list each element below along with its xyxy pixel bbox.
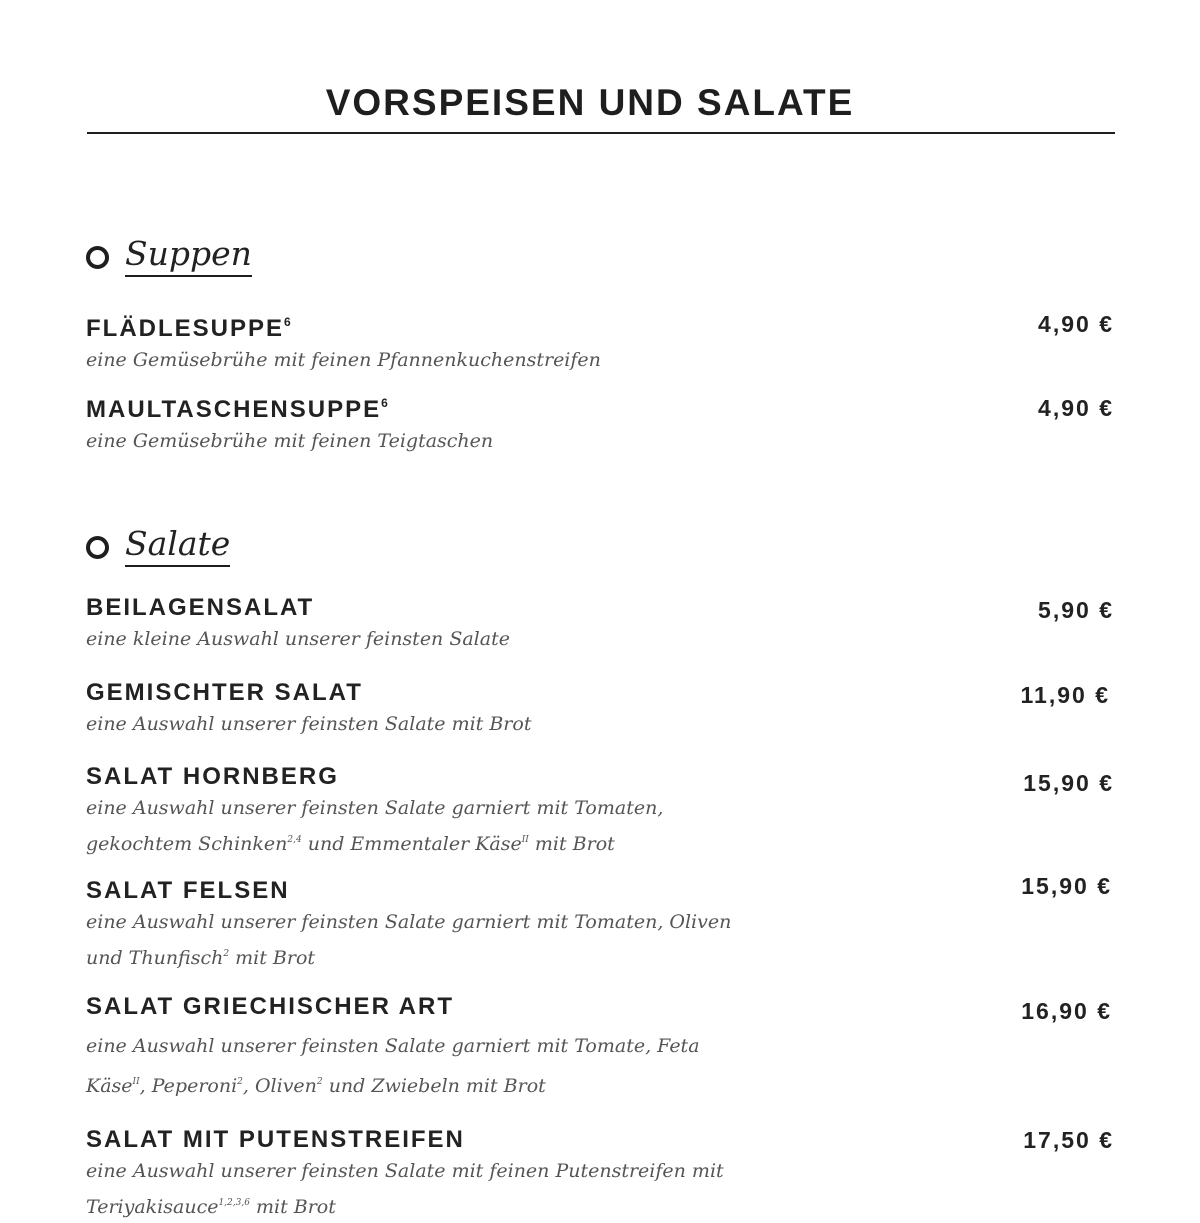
- item-price: 16,90 €: [1021, 998, 1112, 1024]
- item-price: 5,90 €: [1038, 597, 1114, 623]
- allergen-note: 2: [237, 1077, 243, 1087]
- section-title: Salate: [125, 524, 230, 567]
- menu-item: [86, 873, 1116, 974]
- allergen-note: 1,2,3,6: [218, 1198, 250, 1208]
- item-description: eine Auswahl unserer feinsten Salate mit Brot: [86, 713, 532, 735]
- menu-item: [86, 1125, 1116, 1223]
- menu-item: [86, 992, 1116, 1104]
- allergen-note: 2,4: [287, 835, 302, 845]
- allergen-note: 2: [316, 1077, 323, 1087]
- item-price: 4,90 €: [1038, 311, 1114, 337]
- allergen-note: II: [521, 835, 529, 845]
- item-price: 4,90 €: [1038, 395, 1114, 421]
- menu-item: [86, 678, 1116, 740]
- item-description: eine kleine Auswahl unserer feinsten Salate: [86, 628, 510, 650]
- menu-item: [86, 388, 1116, 457]
- menu-item: [86, 762, 1116, 860]
- item-description: eine Gemüsebrühe mit feinen Teigtaschen: [86, 430, 494, 452]
- circle-bullet-icon: [86, 246, 109, 269]
- item-description: eine Auswahl unserer feinsten Salate garniert mit Tomaten, gekochtem Schinken$^{2,4}$ und Emmentaler Käse$^{II}$ mit Brot: [86, 797, 664, 855]
- item-price: 17,50 €: [1023, 1127, 1114, 1153]
- item-description: eine Gemüsebrühe mit feinen Pfannenkuchenstreifen: [86, 349, 601, 371]
- item-name: SALAT MIT PUTENSTREIFEN: [86, 1126, 465, 1153]
- page-title: VORSPEISEN UND SALATE: [325, 82, 855, 123]
- allergen-note: II: [132, 1077, 140, 1087]
- item-description: eine Auswahl unserer feinsten Salate garniert mit Tomate, Feta Käse$^{II}$, Peperoni$^2$, Oliven$^2$ und Zwiebeln mit Brot: [86, 1035, 700, 1097]
- item-name: MAULTASCHENSUPPE$^6$: [86, 396, 388, 423]
- item-name: BEILAGENSALAT: [86, 594, 315, 621]
- item-name: SALAT FELSEN: [86, 877, 290, 904]
- item-name: SALAT GRIECHISCHER ART: [86, 993, 454, 1020]
- menu-item: [86, 307, 1116, 376]
- circle-bullet-icon: [86, 536, 109, 559]
- allergen-note: 6: [284, 315, 291, 329]
- item-name: SALAT HORNBERG: [86, 763, 339, 790]
- item-price: 11,90 €: [1020, 682, 1110, 708]
- item-description: eine Auswahl unserer feinsten Salate garniert mit Tomaten, Oliven und Thunfisch$^2$ mit Brot: [86, 911, 732, 969]
- item-price: 15,90 €: [1021, 873, 1112, 899]
- allergen-note: 6: [381, 396, 388, 410]
- item-price: 15,90 €: [1023, 770, 1114, 796]
- item-name: FLÄDLESUPPE$^6$: [86, 315, 291, 342]
- item-description: eine Auswahl unserer feinsten Salate mit feinen Putenstreifen mit Teriyakisauce$^{1,2,3,6}$ mit Brot: [86, 1160, 724, 1218]
- section-title: Suppen: [125, 234, 252, 277]
- allergen-note: 2: [223, 949, 230, 959]
- item-name: GEMISCHTER SALAT: [86, 679, 363, 706]
- menu-item: [86, 593, 1116, 655]
- title-divider: [87, 132, 1115, 134]
